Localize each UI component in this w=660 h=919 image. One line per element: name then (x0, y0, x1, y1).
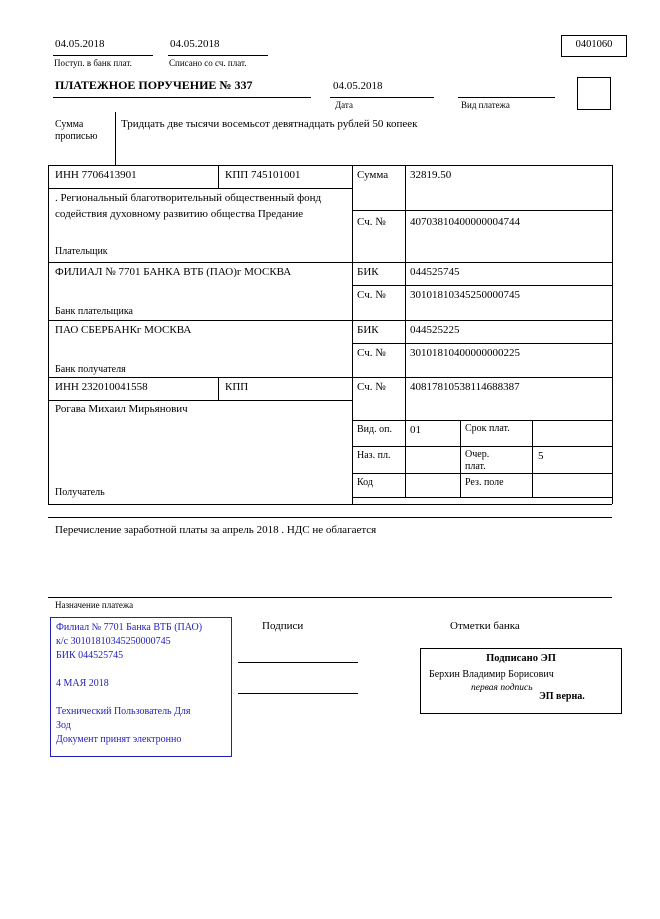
payment-type-box (577, 77, 611, 110)
beneficiary-account: 40817810538114688387 (410, 381, 520, 393)
table-line (48, 262, 612, 263)
beneficiary-bank-bik-label: БИК (357, 324, 379, 336)
table-line (48, 377, 612, 378)
esign-verified: ЭП верна. (539, 691, 585, 702)
received-date-underline (53, 55, 153, 56)
srok-plat-label: Срок плат. (465, 423, 510, 434)
payer-bank-name: ФИЛИАЛ № 7701 БАНКА ВТБ (ПАО)г МОСКВА (55, 266, 292, 278)
table-line (48, 165, 612, 166)
table-line (48, 165, 49, 504)
amount-words-label-1: Сумма (55, 119, 84, 130)
stamp-line: к/с 30101810345250000745 (56, 636, 171, 647)
payer-account: 40703810400000004744 (410, 216, 520, 228)
payer-inn: ИНН 7706413901 (55, 169, 137, 181)
ocher-plat-value: 5 (538, 450, 544, 462)
amount-words-text: Тридцать две тысячи восемьсот девятнадцать рублей 50 копеек (121, 118, 418, 130)
payer-bank-bik-label: БИК (357, 266, 379, 278)
payer-bank-account: 30101810345250000745 (410, 289, 520, 301)
table-line (352, 446, 612, 447)
stamp-line (56, 691, 226, 705)
rez-pole-label: Рез. поле (465, 477, 504, 488)
table-line (48, 517, 612, 518)
table-line (532, 420, 533, 497)
stamp-line: БИК 044525745 (56, 650, 124, 661)
payer-bank-bik: 044525745 (410, 266, 460, 278)
esign-title: Подписано ЭП (486, 653, 556, 664)
beneficiary-bank-name: ПАО СБЕРБАНКг МОСКВА (55, 324, 192, 336)
purpose-text: Перечисление заработной платы за апрель 2018 . НДС не облагается (55, 524, 377, 536)
table-line (48, 400, 352, 401)
signature-line (238, 693, 358, 694)
table-line (218, 377, 219, 400)
table-line (352, 210, 612, 211)
table-line (352, 285, 612, 286)
kod-label: Код (357, 477, 373, 488)
esign-box (420, 648, 622, 714)
received-date-label: Поступ. в банк плат. (54, 58, 132, 68)
bank-marks-label: Отметки банка (450, 620, 520, 632)
table-line (352, 497, 612, 498)
beneficiary-account-label: Сч. № (357, 381, 386, 393)
purpose-label: Назначение платежа (55, 600, 134, 610)
beneficiary-label: Получатель (55, 487, 105, 498)
sum-value: 32819.50 (410, 169, 452, 181)
received-date: 04.05.2018 (55, 38, 105, 50)
beneficiary-inn: ИНН 232010041558 (55, 381, 148, 393)
signature-line (238, 662, 358, 663)
naz-pl-label: Наз. пл. (357, 450, 391, 461)
bank-stamp (50, 617, 232, 757)
esign-name: Берхин Владимир Борисович (429, 669, 554, 680)
beneficiary-bank-account-label: Сч. № (357, 347, 386, 359)
payer-account-label: Сч. № (357, 216, 386, 228)
table-line (48, 504, 612, 505)
doc-title: ПЛАТЕЖНОЕ ПОРУЧЕНИЕ № 337 (55, 78, 253, 92)
beneficiary-name: Рогава Михаил Мирьянович (55, 403, 188, 415)
table-line (405, 165, 406, 497)
table-line (218, 165, 219, 188)
table-line (352, 420, 612, 421)
beneficiary-bank-account: 30101810400000000225 (410, 347, 520, 359)
purpose-line (48, 597, 612, 598)
form-code-box: 0401060 (561, 35, 627, 57)
title-underline (53, 97, 311, 98)
table-line (352, 343, 612, 344)
debited-date: 04.05.2018 (170, 38, 220, 50)
stamp-line (56, 663, 226, 677)
table-line (48, 320, 612, 321)
payer-label: Плательщик (55, 246, 108, 257)
stamp-line: Филиал № 7701 Банка ВТБ (ПАО) (56, 622, 203, 633)
beneficiary-kpp-label: КПП (225, 381, 249, 393)
amount-words-divider (115, 112, 116, 165)
payment-type-underline (458, 97, 555, 98)
stamp-line: Зод (56, 720, 71, 731)
sum-label: Сумма (357, 169, 389, 181)
ocher-plat-label: Очер. плат. (465, 449, 490, 472)
doc-date-label: Дата (335, 100, 353, 110)
amount-words-label-2: прописью (55, 131, 98, 142)
stamp-line: Документ принят электронно (56, 734, 182, 745)
payer-kpp: КПП 745101001 (225, 169, 301, 181)
beneficiary-bank-bik: 044525225 (410, 324, 460, 336)
vid-op-value: 01 (410, 424, 421, 436)
table-line (460, 420, 461, 497)
payer-bank-account-label: Сч. № (357, 289, 386, 301)
payer-name: . Региональный благотворительный общественный фонд содействия духовному развитию общества Предание (55, 192, 322, 220)
table-line (48, 188, 352, 189)
doc-date: 04.05.2018 (333, 80, 383, 92)
signatures-label: Подписи (262, 620, 304, 632)
table-line (612, 165, 613, 504)
esign-signature-type: первая подпись (471, 683, 533, 693)
vid-op-label: Вид. оп. (357, 424, 392, 435)
table-line (352, 473, 612, 474)
doc-date-underline (330, 97, 434, 98)
stamp-line: Технический Пользователь Для (56, 706, 191, 717)
debited-date-underline (168, 55, 268, 56)
payment-type-label: Вид платежа (461, 100, 510, 110)
payer-bank-label: Банк плательщика (55, 306, 133, 317)
debited-date-label: Списано со сч. плат. (169, 58, 247, 68)
stamp-line: 4 МАЯ 2018 (56, 678, 109, 689)
beneficiary-bank-label: Банк получателя (55, 364, 126, 375)
